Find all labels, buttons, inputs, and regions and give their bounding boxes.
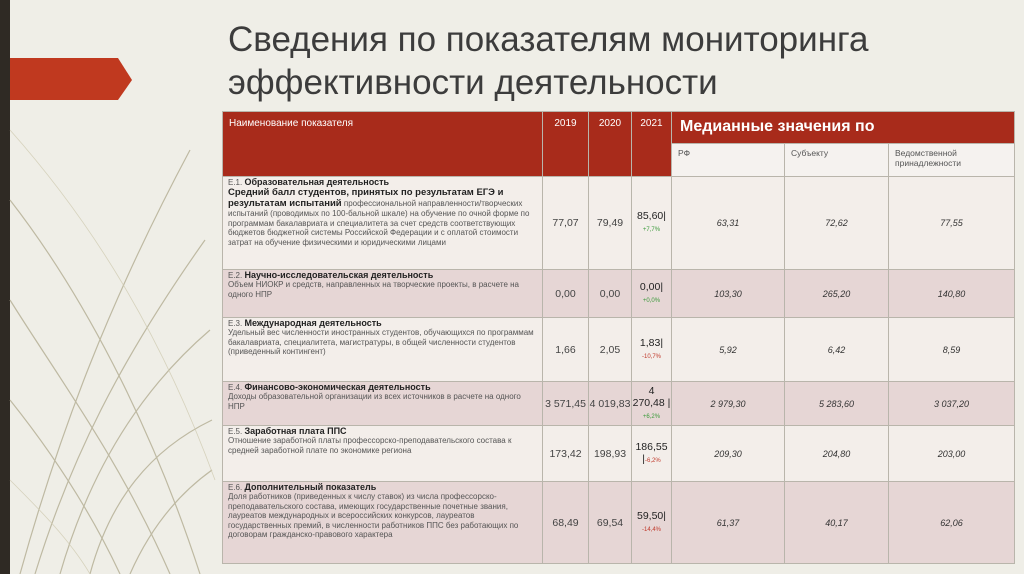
median-dept: 140,80	[889, 270, 1015, 318]
median-subject: 204,80	[785, 426, 889, 482]
median-dept: 77,55	[889, 177, 1015, 270]
table-row	[223, 382, 1015, 426]
row-title: Финансово-экономическая деятельность	[244, 382, 431, 392]
header-dept: Ведомственной принадлежности	[889, 144, 1015, 177]
row-description	[223, 318, 543, 382]
row-title: Дополнительный показатель	[244, 482, 377, 492]
row-description	[223, 482, 543, 564]
value-2021: 85,60|	[636, 210, 666, 222]
median-dept: 3 037,20	[889, 382, 1015, 426]
value-2021: 1,83|	[639, 336, 664, 349]
median-subject: 72,62	[785, 177, 889, 270]
table-row	[223, 318, 1015, 382]
value-2019: 173,42	[543, 426, 589, 482]
median-rf: 103,30	[672, 270, 785, 318]
median-rf: 63,31	[672, 177, 785, 270]
header-row	[223, 112, 1015, 144]
row-desc: Доходы образовательной организации из всех источников в расчете на одного НПР	[228, 392, 521, 411]
table-row	[223, 482, 1015, 564]
row-desc: профессиональной направленности/творческих испытаний (проводимых по 100-бальной шкале) на обучение по очной форме по программам бакалавриата и специалитета за счет средств соответствующих бюджетов бюджетной системы Российской Федерации и с оплатой стоимости затрат на обучение физическими и юридическими лицами	[228, 199, 530, 247]
value-2021: 0,00|	[639, 280, 664, 293]
value-2021-cell	[632, 482, 672, 564]
title-line-2: эффективности деятельности	[228, 63, 718, 102]
value-2019: 1,66	[543, 318, 589, 382]
value-2020: 69,54	[589, 482, 632, 564]
indicators-table	[222, 111, 1015, 564]
median-rf: 61,37	[672, 482, 785, 564]
page-title	[228, 18, 1008, 104]
table-row	[223, 426, 1015, 482]
median-rf: 2 979,30	[672, 382, 785, 426]
value-2020: 198,93	[589, 426, 632, 482]
value-2021-cell	[632, 426, 672, 482]
row-title: Заработная плата ППС	[244, 426, 347, 436]
header-2021: 2021	[632, 112, 672, 177]
median-subject: 265,20	[785, 270, 889, 318]
value-2019: 77,07	[543, 177, 589, 270]
row-desc: Объем НИОКР и средств, направленных на творческие проекты, в расчете на одного НПР	[228, 280, 519, 299]
header-2020: 2020	[589, 112, 632, 177]
value-2021-cell	[632, 382, 672, 426]
delta-badge: -6,2%	[645, 457, 661, 464]
median-rf: 209,30	[672, 426, 785, 482]
header-median: Медианные значения по	[672, 112, 1015, 144]
row-code: Е.6.	[228, 483, 243, 492]
row-subtitle: Средний балл студентов, принятых по результатам ЕГЭ и результатам испытаний	[228, 187, 504, 210]
row-description	[223, 426, 543, 482]
median-dept: 8,59	[889, 318, 1015, 382]
row-code: Е.4.	[228, 383, 243, 392]
value-2020: 0,00	[589, 270, 632, 318]
value-2021-cell	[632, 270, 672, 318]
median-dept: 62,06	[889, 482, 1015, 564]
row-description	[223, 382, 543, 426]
delta-badge: +6,2%	[642, 413, 661, 420]
value-2021-cell	[632, 318, 672, 382]
row-title: Образовательная деятельность	[244, 177, 390, 187]
row-code: Е.2.	[228, 271, 243, 280]
value-2019: 0,00	[543, 270, 589, 318]
row-desc: Удельный вес численности иностранных студентов, обучающихся по программам бакалавриата, специалитета, магистратуры, в общей численности студентов (приведенный контингент)	[228, 328, 534, 357]
row-title: Научно-исследовательская деятельность	[244, 270, 434, 280]
row-desc: Отношение заработной платы профессорско-преподавательского состава к средней заработной плате по экономике региона	[228, 436, 512, 455]
header-2019: 2019	[543, 112, 589, 177]
title-line-1: Сведения по показателям мониторинга	[228, 20, 869, 59]
value-2021-cell	[632, 177, 672, 270]
delta-badge: -14,4%	[641, 526, 661, 533]
median-subject: 5 283,60	[785, 382, 889, 426]
median-dept: 203,00	[889, 426, 1015, 482]
header-subject: Субъекту	[785, 144, 889, 177]
row-code: Е.3.	[228, 319, 243, 328]
value-2020: 2,05	[589, 318, 632, 382]
value-2019: 68,49	[543, 482, 589, 564]
row-desc: Доля работников (приведенных к числу ставок) из числа профессорско-преподавательского состава, имеющих государственные почетные звания, лауреатов международных и всероссийских конкурсов, лауреатов государственных премий, в численности работников ППС без работающих по договорам гражданско-правового характера	[228, 492, 519, 540]
delta-badge: -10,7%	[641, 353, 661, 360]
header-rf: РФ	[672, 144, 785, 177]
value-2021: 4 270,48 |	[632, 384, 671, 409]
median-rf: 5,92	[672, 318, 785, 382]
table-row	[223, 270, 1015, 318]
value-2020: 79,49	[589, 177, 632, 270]
delta-badge: +0,0%	[642, 297, 661, 304]
row-title: Международная деятельность	[244, 318, 382, 328]
row-description	[223, 270, 543, 318]
median-subject: 6,42	[785, 318, 889, 382]
row-code: Е.1.	[228, 178, 243, 187]
delta-badge: +7,7%	[642, 227, 661, 233]
value-2019: 3 571,45	[543, 382, 589, 426]
value-2021: 186,55 |	[635, 440, 668, 465]
table-row	[223, 177, 1015, 270]
value-2020: 4 019,83	[589, 382, 632, 426]
row-code: Е.5.	[228, 427, 243, 436]
row-description	[223, 177, 543, 270]
header-name: Наименование показателя	[223, 112, 543, 177]
value-2021: 59,50|	[636, 509, 666, 522]
median-subject: 40,17	[785, 482, 889, 564]
